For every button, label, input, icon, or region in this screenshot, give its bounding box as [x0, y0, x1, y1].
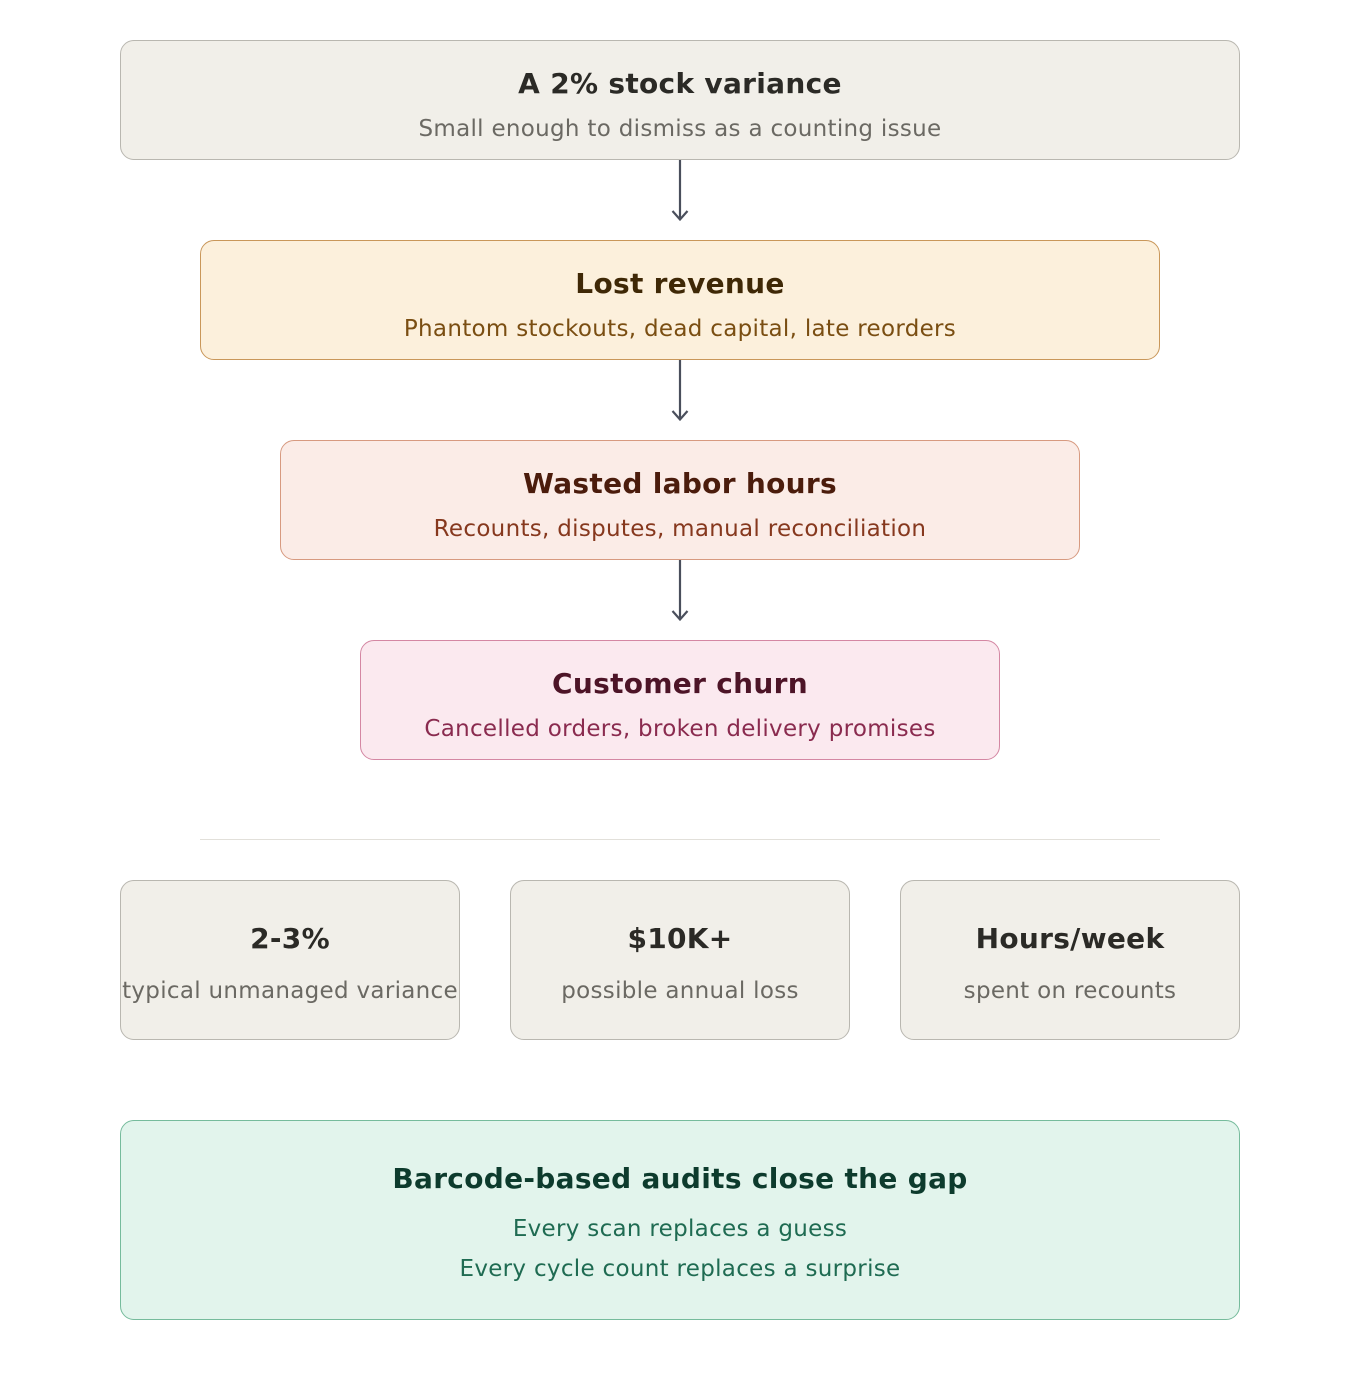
flow-step-lost-revenue [200, 240, 1160, 360]
flow-step-subtitle: Recounts, disputes, manual reconciliation [433, 516, 927, 542]
flow-step-variance [120, 40, 1240, 160]
conclusion-line: Every scan replaces a guess [512, 1216, 848, 1242]
stat-label: typical unmanaged variance [122, 978, 458, 1004]
stat-value: Hours/week [975, 922, 1165, 955]
flow-step-title: Lost revenue [575, 267, 785, 300]
flow-step-subtitle: Phantom stockouts, dead capital, late reorders [403, 316, 957, 342]
stat-label: possible annual loss [561, 978, 799, 1004]
down-arrow-icon [668, 360, 692, 440]
stat-value: $10K+ [627, 922, 733, 955]
conclusion-box [120, 1120, 1240, 1320]
flow-step-wasted-labor [280, 440, 1080, 560]
flow-step-title: A 2% stock variance [518, 67, 842, 100]
conclusion-line: Every cycle count replaces a surprise [459, 1256, 901, 1282]
stat-value: 2-3% [250, 922, 330, 955]
section-divider [200, 839, 1160, 840]
flow-step-subtitle: Small enough to dismiss as a counting issue [418, 116, 942, 142]
flow-step-title: Wasted labor hours [523, 467, 837, 500]
stat-label: spent on recounts [963, 978, 1177, 1004]
flow-step-customer-churn [360, 640, 1000, 760]
stat-card-annual-loss [510, 880, 850, 1040]
down-arrow-icon [668, 160, 692, 240]
stat-card-recount-hours [900, 880, 1240, 1040]
conclusion-title: Barcode-based audits close the gap [392, 1162, 968, 1195]
stat-card-variance [120, 880, 460, 1040]
flow-step-subtitle: Cancelled orders, broken delivery promises [424, 716, 936, 742]
down-arrow-icon [668, 560, 692, 640]
flow-step-title: Customer churn [552, 667, 808, 700]
